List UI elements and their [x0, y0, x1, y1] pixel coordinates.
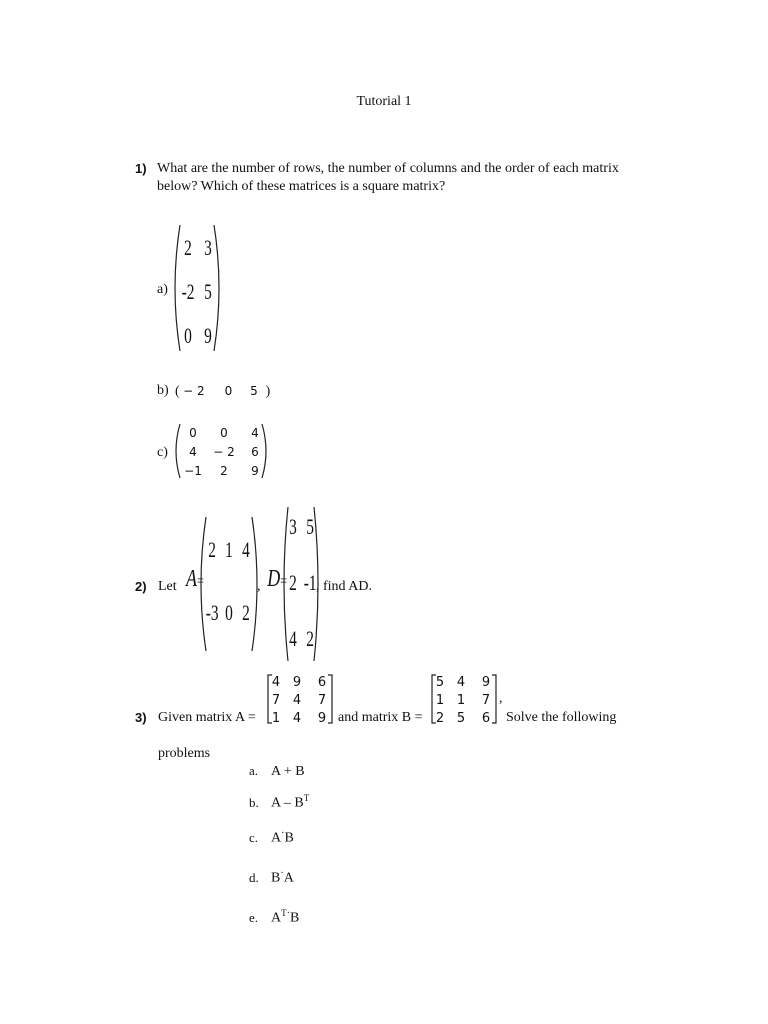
matrix-c-cell: 9 [251, 463, 259, 478]
matrix-a-cell: 9 [204, 323, 212, 348]
matrix-a-cell: -2 [181, 279, 195, 304]
question-3-and-b: and matrix B = [338, 710, 423, 725]
matrix-3B-cell: 1 [435, 692, 445, 708]
matrix-b-row [175, 382, 270, 401]
problem-text: A [271, 910, 282, 926]
transpose-superscript: T [303, 793, 310, 803]
matrix-c-cell: − 2 [213, 444, 235, 459]
question-2-tail: , find AD. [316, 579, 372, 594]
matrix-3B-cell: 2 [435, 710, 445, 726]
matrix-b-open-paren: ( [175, 384, 180, 399]
matrix-D-cell: 2 [306, 626, 315, 651]
part-c-label: c) [157, 445, 168, 460]
dot-operator: · [281, 828, 285, 839]
matrix-D-3x2 [285, 506, 319, 660]
problem-b [249, 793, 309, 812]
matrix-c-cell: 6 [251, 444, 259, 459]
problem-text-2: A [283, 870, 294, 886]
matrix-3B-cell: 5 [456, 710, 466, 726]
matrix-3B-comma: , [499, 691, 503, 706]
problem-letter: c. [249, 829, 259, 845]
matrix-3A-cell: 9 [317, 710, 327, 726]
matrix-b-cell: 0 [224, 384, 233, 398]
equals-sign: = [280, 573, 288, 590]
question-1-text [157, 160, 619, 196]
matrix-b-close-paren: ) [265, 384, 271, 399]
matrix-a-cell: 5 [204, 279, 212, 304]
matrix-D-cell: 4 [289, 626, 297, 651]
matrix-c [180, 423, 268, 480]
matrix-A-letter: A [185, 566, 197, 592]
problem-text: A [271, 830, 282, 846]
matrix-3A-cell: 7 [317, 692, 327, 708]
matrix-3A-cell: 1 [271, 710, 281, 726]
matrix-a-cell: 2 [184, 235, 192, 260]
dot-operator: · [286, 908, 290, 919]
matrix-3A-cell: 7 [271, 692, 281, 708]
matrix-b-cell: − 2 [183, 384, 205, 398]
matrix-D-letter: D [267, 566, 281, 592]
part-a-label: a) [157, 282, 168, 297]
matrix-D-cell: 2 [289, 570, 297, 595]
matrix-A-cell: 2 [242, 600, 251, 625]
matrix-3B [434, 673, 496, 727]
dot-operator: · [280, 868, 284, 879]
problem-c [249, 828, 294, 847]
matrix-3B-cell: 5 [435, 674, 445, 690]
matrix-c-cell: 4 [251, 425, 259, 440]
problem-letter: d. [249, 869, 259, 885]
matrix-3B-cell: 7 [481, 692, 491, 708]
matrix-3B-cell: 4 [456, 674, 466, 690]
problem-letter: e. [249, 909, 259, 925]
matrix-c-cell: 0 [220, 425, 228, 440]
matrix-D-cell: -1 [303, 570, 317, 595]
question-3-number: 3) [135, 710, 147, 725]
problem-text: A + B [271, 764, 305, 779]
matrix-3A-cell: 6 [317, 674, 327, 690]
question-2-number: 2) [135, 579, 147, 594]
transpose-superscript: T [281, 908, 287, 918]
matrix-D-cell: 5 [306, 514, 315, 539]
matrix-A-cell: 0 [225, 600, 234, 625]
matrix-c-cell: 4 [189, 444, 197, 459]
matrix-a [178, 224, 218, 360]
matrix-c-cell: 0 [189, 425, 197, 440]
problem-e [249, 908, 299, 927]
matrix-3A-cell: 9 [292, 674, 302, 690]
matrix-c-cell: −1 [184, 463, 202, 478]
problem-letter: b. [249, 794, 259, 810]
problem-text: B [271, 870, 281, 886]
problem-text-2: B [289, 910, 300, 926]
question-1-line-1: What are the number of rows, the number of columns and the order of each matrix [157, 161, 619, 176]
matrix-c-cell: 2 [220, 463, 228, 478]
matrix-3A-cell: 4 [292, 692, 302, 708]
part-b-label: b) [157, 383, 169, 398]
problem-a [249, 763, 305, 780]
question-3-solve: Solve the following [506, 710, 617, 725]
comma-separator: , [257, 579, 261, 594]
matrix-A-cell: 1 [225, 537, 234, 562]
matrix-b-cell: 5 [250, 384, 258, 398]
page-title: Tutorial 1 [356, 94, 412, 109]
matrix-A-cell: 4 [242, 537, 251, 562]
matrix-a-cell: 3 [204, 235, 212, 260]
matrix-3B-cell: 1 [456, 692, 466, 708]
matrix-3B-cell: 6 [481, 710, 491, 726]
matrix-a-cell: 0 [184, 323, 192, 348]
question-3-given: Given matrix A = [158, 710, 256, 725]
question-1-line-2: below? Which of these matrices is a square matrix? [157, 179, 446, 194]
matrix-A-2x3 [203, 520, 255, 646]
equals-sign: = [196, 573, 204, 590]
matrix-D-cell: 3 [289, 514, 297, 539]
matrix-3A-cell: 4 [271, 674, 281, 690]
matrix-3A-cell: 4 [292, 710, 302, 726]
problem-letter: a. [249, 763, 259, 778]
problem-text-2: B [284, 830, 294, 846]
problem-d [249, 868, 294, 887]
matrix-3A [270, 673, 332, 727]
problem-text: A – B [271, 795, 304, 811]
matrix-3B-cell: 9 [481, 674, 491, 690]
question-1-number: 1) [135, 161, 147, 176]
question-3-problems: problems [158, 746, 211, 761]
matrix-A-cell: -3 [205, 600, 219, 625]
matrix-A-cell: 2 [208, 537, 217, 562]
question-2-let: Let [158, 579, 177, 594]
